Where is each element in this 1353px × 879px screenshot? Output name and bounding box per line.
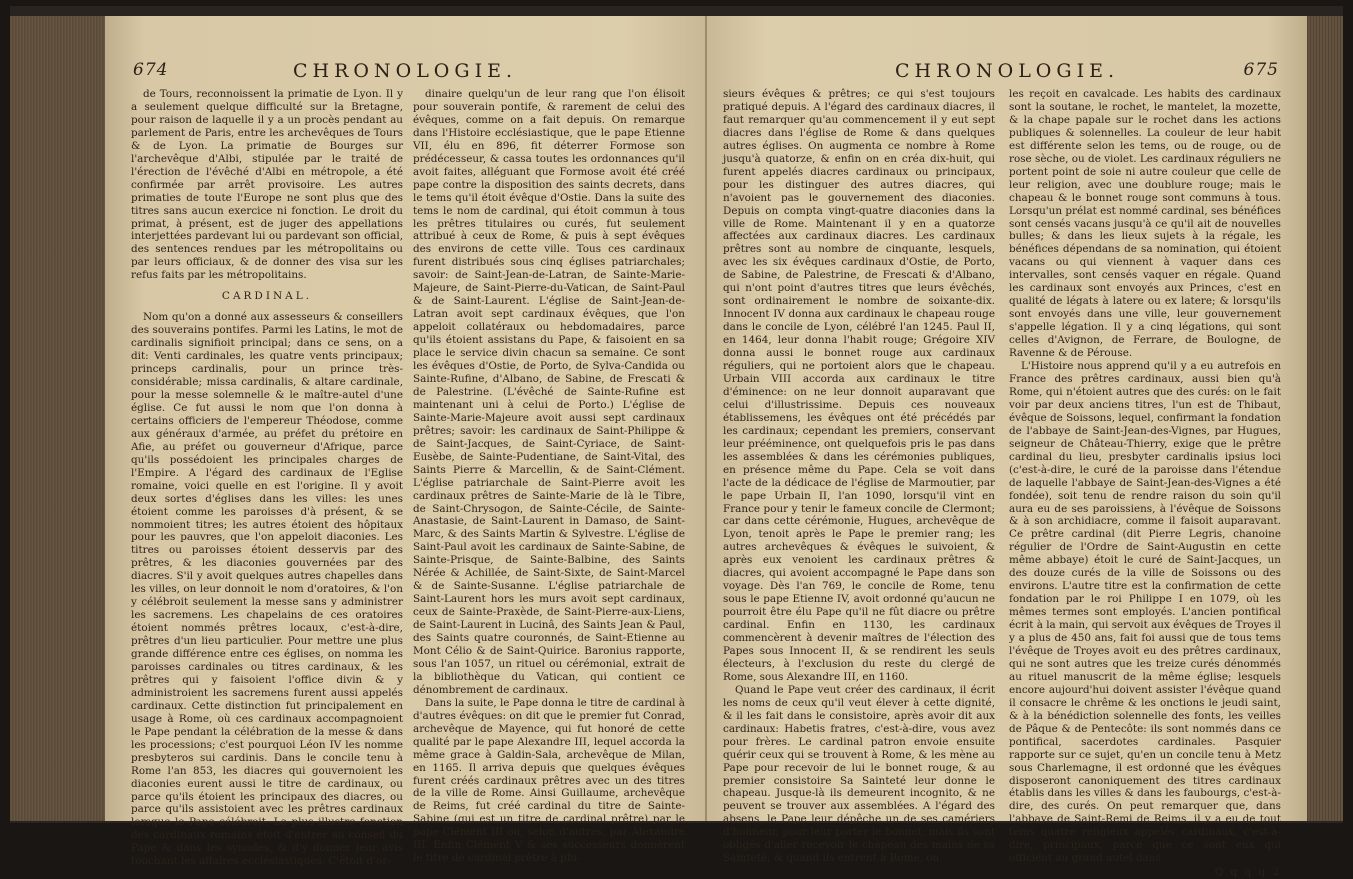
left-page <box>105 16 707 868</box>
left-running-head <box>105 60 705 86</box>
paragraph: Dans la suite, le Pape donna le titre de cardinal à d'autres évêques: on dit que le premier fut Conrad, archevêque de Mayence, qui fut honoré de cette qualité par le pape Alexandre III, lequel accorda la même grace à Galdin-Sala, archevêque de Milan, en 1165. Il arriva depuis que quelques évêques furent créés cardinaux prêtres avec un des titres de la ville de Rome. Ainsi Guillaume, archevêque de Reims, fut créé cardinal du titre de Sainte-Sabine (qui est un titre de cardinal prêtre) par le pape Clément III ou, selon d'autres, par Alexandre III. Enfin Clément V & ses successeurs donnèrent le titre de cardinal prêtre à plu- <box>413 696 685 865</box>
left-page-number: 674 <box>133 60 169 80</box>
paragraph: de Tours, reconnoissent la primatie de Lyon. Il y a seulement quelque difficulté sur la Bretagne, pour raison de laquelle il y a un procès pendant au parlement de Paris, entre les archevêques de Tours & de Lyon. La primatie de Bourges sur l'archevêque d'Albi, stipulée par le traité de l'érection de l'évêché d'Albi en métropole, a été confirmée par arrêt provisoire. Les autres primaties de toute l'Europe ne sont plus que des titres sans aucun exercice ni fonction. Le droit du primat, à présent, est de juger des appellations interjettées pardevant lui ou pardevant son official, des sentences rendues par les métropolitains ou par leurs officiaux, & de donner des visa sur les refus faits par les métropolitains. <box>131 88 403 282</box>
left-column-1 <box>131 88 403 868</box>
right-page-number: 675 <box>1243 60 1279 80</box>
left-running-title: CHRONOLOGIE. <box>293 60 517 82</box>
paragraph: dinaire quelqu'un de leur rang que l'on élisoit pour souverain pontife, & rarement de celui des évêques, comme on a fait depuis. On remarque dans l'Histoire ecclésiastique, que le pape Etienne VII, élu en 896, fit déterrer Formose son prédécesseur, & cassa toutes les ordonnances qu'il avoit faites, alléguant que Formose avoit été créé pape contre la disposition des saints decrets, dans le tems qu'il étoit évêque d'Ostie. Dans la suite des tems le nom de cardinal, qui étoit commun à tous les prêtres titulaires ou curés, fut seulement attribué à ceux de Rome, & puis à sept évêques des environs de cette ville. Tous ces cardinaux furent distribués sous cinq églises patriarchales; savoir: de Saint-Jean-de-Latran, de Sainte-Marie-Majeure, de Saint-Pierre-du-Vatican, de Saint-Paul & de Saint-Laurent. L'église de Saint-Jean-de-Latran avoit sept cardinaux évêques, que l'on appeloit collatéraux ou hebdomadaires, parce qu'ils étoient assistans du Pape, & faisoient en sa place le service divin chacun sa semaine. Ce sont les évêques d'Ostie, de Porto, de Sylva-Candida ou Sainte-Rufine, d'Albano, de Sabine, de Frescati & de Palestrine. (L'évêché de Sainte-Rufine est maintenant uni à celui de Porto.) L'église de Sainte-Marie-Majeure avoit aussi sept cardinaux prêtres; savoir: les cardinaux de Saint-Philippe & de Saint-Jacques, de Saint-Cyriace, de Saint-Eusèbe, de Sainte-Pudentiane, de Saint-Vital, des Saints Pierre & Marcellin, & de Saint-Clément. L'église patriarchale de Saint-Pierre avoit les cardinaux prêtres de Sainte-Marie de là le Tibre, de Saint-Chrysogon, de Sainte-Cécile, de Sainte-Anastasie, de Saint-Laurent in Damaso, de Saint-Marc, & des Saints Martin & Sylvestre. L'église de Saint-Paul avoit les cardinaux de Sainte-Sabine, de Sainte-Prisque, de Sainte-Balbine, des Saints Nérée & Achillée, de Saint-Sixte, de Saint-Marcel & de Sainte-Susanne. L'église patriarchale de Saint-Laurent hors les murs avoit sept cardinaux, ceux de Sainte-Praxède, de Saint-Pierre-aux-Liens, de Saint-Laurent in Lucinâ, des Saints Jean & Paul, des Saints quatre couronnés, de Saint-Etienne au Mont Célio & de Saint-Quirice. Baronius rapporte, sous l'an 1057, un rituel ou cérémonial, extrait de la bibliothèque du Vatican, qui contient ce dénombrement de cardinaux. <box>413 88 685 696</box>
paragraph: sieurs évêques & prêtres; ce qui s'est toujours pratiqué depuis. A l'égard des cardinaux diacres, il faut remarquer qu'au commencement il y eut sept diacres dans l'église de Rome & dans quelques autres églises. On augmenta ce nombre à Rome jusqu'à quatorze, & enfin on en créa dix-huit, qui furent appelés diacres cardinaux ou principaux, pour les distinguer des autres diacres, qui n'avoient pas le gouvernement des diaconies. Depuis on compta vingt-quatre diaconies dans la ville de Rome. Maintenant il y en a quatorze affectées aux cardinaux diacres. Les cardinaux prêtres sont au nombre de cinquante, lesquels, avec les six évêques cardinaux d'Ostie, de Porto, de Sabine, de Palestrine, de Frescati & d'Albano, qui n'ont point d'autres titres que leurs évêchés, sont ordinairement le nombre de soixante-dix. Innocent IV donna aux cardinaux le chapeau rouge dans le concile de Lyon, célébré l'an 1245. Paul II, en 1464, leur donna l'habit rouge; Grégoire XIV donna aussi le bonnet rouge aux cardinaux réguliers, qui ne portoient alors que le chapeau. Urbain VIII accorda aux cardinaux le titre d'éminence: on ne leur donnoit auparavant que celui d'illustrissime. Depuis ces nouveaux établissemens, les évêques ont été précédés par les cardinaux; cependant les premiers, conservant leur prééminence, ont quelquefois pris le pas dans les assemblées & dans les cérémonies publiques, en présence même du Pape. Cela se voit dans l'acte de la dédicace de l'église de Marmoutier, par le pape Urbain II, l'an 1090, lorsqu'il vint en France pour y tenir le fameux concile de Clermont; car dans cette cérémonie, Hugues, archevêque de Lyon, tenoit après le Pape le premier rang; les autres archevêques & évêques le suivoient, & après eux venoient les cardinaux prêtres & diacres, qui avoient accompagné le Pape dans son voyage. Dès l'an 769, le concile de Rome, tenu sous le pape Etienne IV, avoit ordonné qu'aucun ne pourroit être élu Pape qu'il ne fût diacre ou prêtre cardinal. Enfin en 1130, les cardinaux commencèrent à devenir maîtres de l'élection des Papes sous Innocent II, & se rendirent les seuls électeurs, à l'exclusion du reste du clergé de Rome, sous Alexandre III, en 1160. <box>723 88 995 683</box>
right-page <box>707 16 1307 879</box>
right-running-title: CHRONOLOGIE. <box>895 60 1119 82</box>
right-page-edges <box>1307 16 1343 821</box>
section-heading: CARDINAL. <box>221 290 313 303</box>
book-spread <box>10 6 1343 879</box>
paragraph: L'Histoire nous apprend qu'il y a eu autrefois en France des prêtres cardinaux, aussi bien qu'à Rome, qui n'étoient autres que des curés: on le fait voir par deux anciens titres, l'un est de Thibaut, évêque de Soissons, lequel, confirmant la fondation de l'abbaye de Saint-Jean-des-Vignes, par Hugues, seigneur de Château-Thierry, exige que le prêtre cardinal du lieu, presbyter cardinalis ipsius loci (c'est-à-dire, le curé de la paroisse dans l'étendue de laquelle l'abbaye de Saint-Jean-des-Vignes a été fondée), soit tenu de rendre raison du soin qu'il aura eu de ses paroissiens, à l'évêque de Soissons & à son archidiacre, comme il faisoit auparavant. Ce prêtre cardinal (dit Pierre Legris, chanoine régulier de l'Ordre de Saint-Augustin en cette même abbaye) étoit le curé de Saint-Jacques, un des douze curés de la ville de Soissons ou des environs. L'autre titre est la confirmation de cette fondation par le roi Philippe I en 1079, où les mêmes termes sont employés. L'ancien pontifical écrit à la main, qui servoit aux évêques de Troyes il y a plus de 450 ans, fait foi aussi que de tous tems l'évêque de Troyes avoit eu des prêtres cardinaux, qui ne sont autres que les treize curés dénommés au rituel manuscrit de la même église; lesquels encore aujourd'hui doivent assister l'évêque quand il consacre le chrême & les onctions le jeudi saint, & à la bénédiction solennelle des fonts, les veilles de Pâque & de Pentecôte: ils sont nommés dans ce pontifical, sacerdotes cardinales. Pasquier rapporte sur ce sujet, qu'en un concile tenu à Metz sous Charlemagne, il est ordonné que les évêques disposeront canoniquement des titres cardinaux établis dans les villes & dans les faubourgs, c'est-à-dire, des curés. On peut remarquer que, dans l'abbaye de Saint-Remi de Reims, il y a eu de tout tems quatre religieux appelés cardinaux, c'est-à-dire, principaux, parce que ce sont eux qui officient au grand autel dans <box>1009 360 1281 865</box>
paragraph: Nom qu'on a donné aux assesseurs & conseillers des souverains pontifes. Parmi les Latins, le mot de cardinalis signifioit principal; dans ce sens, on a dit: Venti cardinales, les quatre vents principaux; princeps cardinalis, pour un prince très-considérable; missa cardinalis, & altare cardinale, pour la messe solemnelle & le maître-autel d'une église. Ce fut aussi le nom que l'on donna à certains officiers de l'empereur Théodose, comme aux généraux d'armée, au préfet du prétoire en Afie, au préfet ou gouverneur d'Afrique, parce qu'ils possédoient les principales charges de l'Empire. A l'égard des cardinaux de l'Eglise romaine, voici quelle en est l'origine. Il y avoit deux sortes d'églises dans les villes: les unes étoient comme les paroisses d'à présent, & se nommoient titres; les autres étoient des hôpitaux pour les pauvres, que l'on appeloit diaconies. Les titres ou paroisses étoient desservis par des prêtres, & les diaconies gouvernées par des diacres. S'il y avoit quelques autres chapelles dans les villes, on leur donnoit le nom d'oratoires, & l'on y célébroit seulement la messe sans y administrer les sacremens. Les chapelains de ces oratoires étoient nommés prêtres locaux, c'est-à-dire, prêtres d'un lieu particulier. Pour mettre une plus grande différence entre ces églises, on nomma les paroisses cardinales ou titres cardinaux, & les prêtres qui y faisoient l'office divin & y administroient les sacremens furent aussi appelés cardinaux. Cette distinction fut principalement en usage à Rome, où ces cardinaux accompagnoient le Pape pendant la célébration de la messe & dans les processions; c'est pourquoi Léon IV les nomme presbyteros sui cardinis. Dans le concile tenu à Rome l'an 853, les diacres qui gouvernoient les diaconies eurent aussi le titre de cardinaux, ou parce qu'ils étoient les principaux des diacres, ou parce qu'ils assistoient avec les prêtres cardinaux lorsque le Pape célébroit. La plus illustre fonction des cardinaux romains étoit d'entrer au conseil du Pape & dans les synodes, & d'y donner leur avis touchant les affaires ecclésiastiques. C'étoit d'or- <box>131 311 403 868</box>
right-column-1 <box>723 88 995 865</box>
left-page-edges <box>10 16 105 821</box>
right-column-2 <box>1009 88 1281 879</box>
paragraph: les reçoit en cavalcade. Les habits des cardinaux sont la soutane, le rochet, le mantelet, la mozette, & la chape papale sur le rochet dans les actions publiques & solennelles. La couleur de leur habit est différente selon les tems, ou de rouge, ou de rose sèche, ou de violet. Les cardinaux réguliers ne portent point de soie ni autre couleur que celle de leur religion, avec une doublure rouge; mais le chapeau & le bonnet rouge sont communs à tous. Lorsqu'un prélat est nommé cardinal, ses bénéfices sont censés vacans jusqu'à ce qu'il ait de nouvelles bulles; & dans les lieux sujets à la régale, les bénéfices dépendans de sa nomination, qui étoient vacans ou qui viennent à vaquer dans ces intervalles, sont censés vaquer en régale. Quand les cardinaux sont envoyés aux Princes, c'est en qualité de légats à latere ou ex latere; & lorsqu'ils sont envoyés dans une ville, leur gouvernement s'appelle légation. Il y a cinq légations, qui sont celles d'Avignon, de Ferrare, de Boulogne, de Ravenne & de Pérouse. <box>1009 88 1281 360</box>
left-column-2 <box>413 88 685 865</box>
paragraph: Quand le Pape veut créer des cardinaux, il écrit les noms de ceux qu'il veut élever à cette dignité, & il les fait dans le consistoire, après avoir dit aux cardinaux: Habetis fratres, c'est-à-dire, vous avez pour frères. Le cardinal patron envoie ensuite quérir ceux qui se trouvent à Rome, & les mène au Pape pour recevoir de lui le bonnet rouge, & au premier consistoire Sa Sainteté leur donne le chapeau. Jusque-là ils demeurent incognito, & ne peuvent se trouver aux assemblées. A l'égard des absens, le Pape leur dépêche un de ses camériers d'honneur, pour leur porter le bonnet; mais ils sont obligés d'aller recevoir le chapeau des mains de sa Sainteté; & quand ils entrent à Rome, on <box>723 683 995 865</box>
signature-mark: Q q q q 2 <box>1214 866 1281 879</box>
right-running-head <box>707 60 1307 86</box>
